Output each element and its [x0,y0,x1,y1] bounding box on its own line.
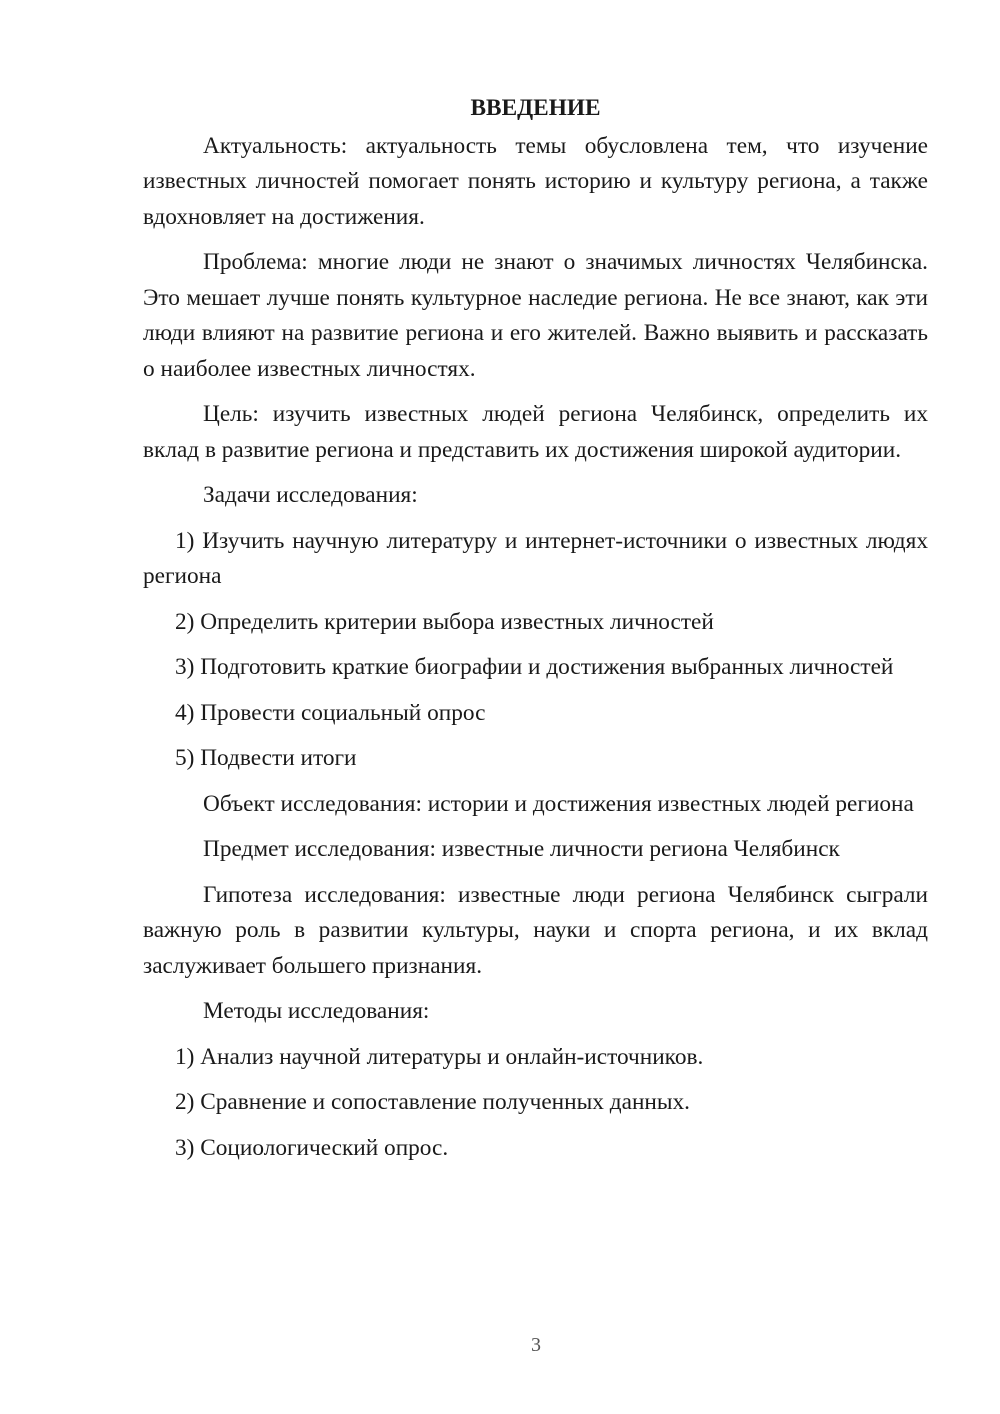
problem-paragraph: Проблема: многие люди не знают о значимых личностях Челябинска. Это мешает лучше понять культурное наследие региона. Не все знают, как эти люди влияют на развитие региона и его жителей. Важно выявить и рассказать о наиболее известных личностях. [143,249,928,382]
object-paragraph: Объект исследования: истории и достижения известных людей региона [203,790,914,817]
page-body [143,91,928,1166]
task-item-5: 5) Подвести итоги [175,745,357,771]
task-item-2: 2) Определить критерии выбора известных личностей [175,608,714,635]
method-item-1: 1) Анализ научной литературы и онлайн-источников. [175,1043,704,1070]
subject-paragraph: Предмет исследования: известные личности региона Челябинск [203,836,840,862]
task-item-3: 3) Подготовить краткие биографии и достижения выбранных личностей [175,654,894,680]
task-item-1: 1) Изучить научную литературу и интернет-источники о известных людях региона [143,527,928,589]
goal-paragraph: Цель: изучить известных людей региона Челябинск, определить их вклад в развитие региона и представить их достижения широкой аудитории. [143,401,928,463]
tasks-title: Задачи исследования: [203,482,418,508]
method-item-3: 3) Социологический опрос. [175,1134,449,1161]
hypothesis-paragraph: Гипотеза исследования: известные люди региона Челябинск сыграли важную роль в развитии культуры, науки и спорта региона, и их вклад заслуживает большего признания. [143,881,928,979]
task-item-4: 4) Провести социальный опрос [175,699,486,726]
tasks-list [143,524,928,777]
page-number: 3 [531,1334,541,1356]
relevance-paragraph: Актуальность: актуальность темы обусловлена тем, что изучение известных личностей помогает понять историю и культуру региона, а также вдохновляет на достижения. [143,132,928,230]
methods-list [143,1040,928,1167]
methods-title: Методы исследования: [203,998,430,1024]
section-heading: ВВЕДЕНИЕ [470,95,601,121]
method-item-2: 2) Сравнение и сопоставление полученных данных. [175,1089,690,1115]
